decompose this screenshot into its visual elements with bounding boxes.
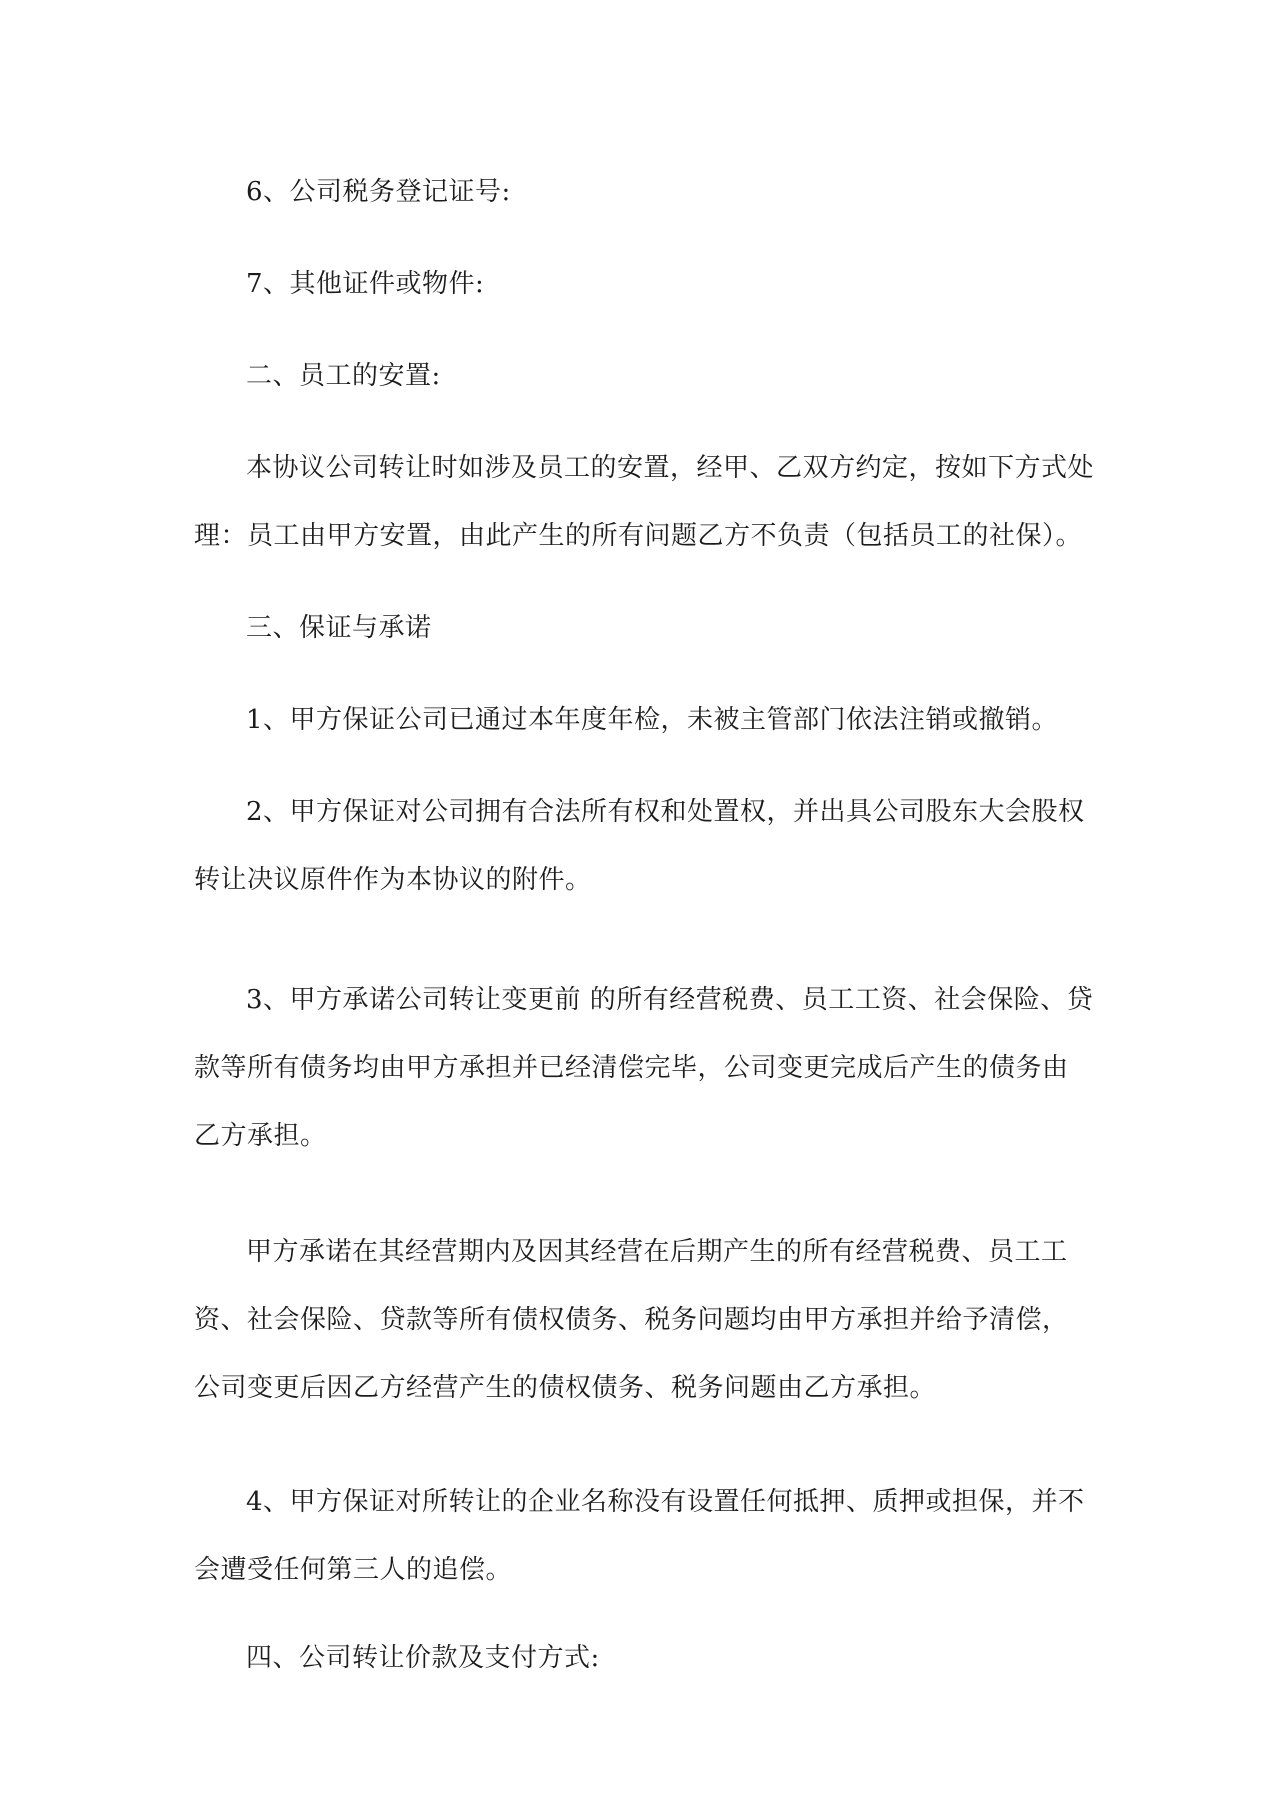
- paragraph-guarantee-2: 2、甲方保证对公司拥有合法所有权和处置权，并出具公司股东大会股权转让决议原件作为本协议的附件。: [194, 797, 1085, 895]
- section-heading-4: 四、公司转让价款及支付方式:: [246, 1643, 600, 1673]
- paragraph-staff-arrangement: 本协议公司转让时如涉及员工的安置，经甲、乙双方约定，按如下方式处理：员工由甲方安置，由此产生的所有问题乙方不负责（包括员工的社保）。: [194, 453, 1095, 551]
- section-heading-2: 二、员工的安置:: [246, 361, 441, 391]
- section-heading-3: 三、保证与承诺: [246, 613, 432, 643]
- paragraph-commitment: 甲方承诺在其经营期内及因其经营在后期产生的所有经营税费、员工工资、社会保险、贷款等所有债权债务、税务问题均由甲方承担并给予清偿，公司变更后因乙方经营产生的债权债务、税务问题由乙方承担。: [194, 1237, 1069, 1403]
- paragraph-guarantee-3: 3、甲方承诺公司转让变更前 的所有经营税费、员工工资、社会保险、贷款等所有债务均由甲方承担并已经清偿完毕，公司变更完成后产生的债务由乙方承担。: [194, 985, 1094, 1151]
- paragraph-item-7: 7、其他证件或物件:: [246, 269, 485, 299]
- paragraph-item-6: 6、公司税务登记证号:: [246, 177, 511, 207]
- paragraph-guarantee-1: 1、甲方保证公司已通过本年度年检，未被主管部门依法注销或撤销。: [246, 705, 1059, 735]
- paragraph-guarantee-4: 4、甲方保证对所转让的企业名称没有设置任何抵押、质押或担保，并不会遭受任何第三人的追偿。: [194, 1487, 1085, 1585]
